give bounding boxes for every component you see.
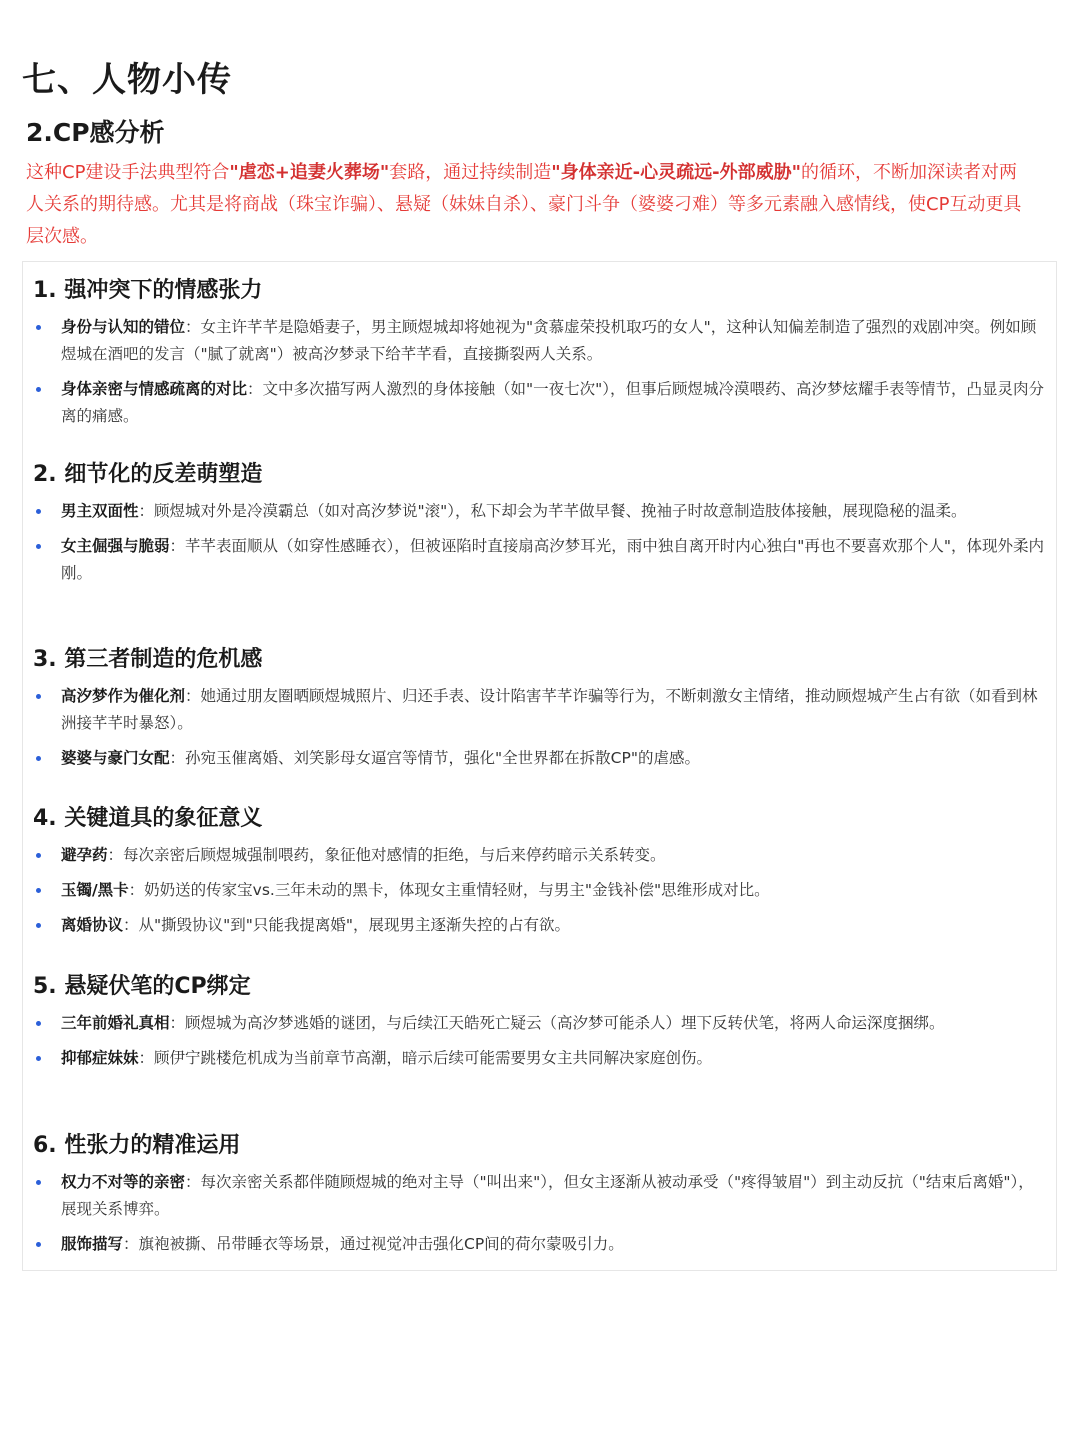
- list-item: [33, 1169, 1048, 1223]
- item-text: ：文中多次描写两人激烈的身体接触（如"一夜七次"），但事后顾煜城冷漠喂药、高汐梦炫耀手表等情节，凸显灵肉分离的痛感。: [61, 380, 1045, 425]
- intro-text-1: 这种CP建设手法典型符合: [26, 162, 230, 183]
- list-item: [33, 314, 1048, 368]
- bullet-list: [33, 314, 1048, 430]
- section-heading: 3. 第三者制造的危机感: [33, 647, 263, 672]
- section-subtitle: 2.CP感分析: [26, 118, 165, 147]
- list-item: [33, 1231, 1048, 1258]
- item-text: ：顾煜城为高汐梦逃婚的谜团，与后续江天皓死亡疑云（高汐梦可能杀人）埋下反转伏笔，将两人命运深度捆绑。: [169, 1014, 945, 1032]
- section-6: [33, 1131, 1048, 1258]
- item-text: ：从"撕毁协议"到"只能我提离婚"，展现男主逐渐失控的占有欲。: [123, 916, 571, 934]
- page-title: 七、人物小传: [22, 60, 232, 100]
- list-item: [33, 1045, 1048, 1072]
- item-text: ：旗袍被撕、吊带睡衣等场景，通过视觉冲击强化CP间的荷尔蒙吸引力。: [123, 1235, 624, 1253]
- item-term: 离婚协议: [61, 916, 124, 934]
- intro-bold-1: "虐恋+追妻火葬场": [229, 162, 390, 183]
- list-item: [33, 498, 1048, 525]
- item-text: ：奶奶送的传家宝vs.三年未动的黑卡，体现女主重情轻财，与男主"金钱补偿"思维形成对比。: [128, 881, 770, 899]
- intro-text-3: 的循环，不断加深读者对两人关系的期待感。尤其是将商战（珠宝诈骗）、悬疑（妹妹自杀）、豪门斗争（婆婆刁难）等多元素融入感情线，使CP互动更具层次感。: [26, 162, 1022, 247]
- item-term: 三年前婚礼真相: [61, 1014, 170, 1032]
- list-item: [33, 745, 1048, 772]
- list-item: [33, 912, 1048, 939]
- item-term: 抑郁症妹妹: [61, 1049, 139, 1067]
- item-text: ：她通过朋友圈晒顾煜城照片、归还手表、设计陷害芊芊诈骗等行为，不断刺激女主情绪，推动顾煜城产生占有欲（如看到林洲接芊芊时暴怒）。: [61, 687, 1038, 732]
- item-term: 婆婆与豪门女配: [61, 749, 170, 767]
- list-item: [33, 376, 1048, 430]
- bullet-list: [33, 683, 1048, 772]
- bullet-list: [33, 498, 1048, 587]
- item-text: ：每次亲密后顾煜城强制喂药，象征他对感情的拒绝，与后来停药暗示关系转变。: [107, 846, 666, 864]
- section-heading: 1. 强冲突下的情感张力: [33, 278, 263, 303]
- item-term: 男主双面性: [61, 502, 139, 520]
- section-4: [33, 804, 1048, 939]
- item-term: 权力不对等的亲密: [61, 1173, 186, 1191]
- section-heading: 2. 细节化的反差萌塑造: [33, 462, 263, 487]
- list-item: [33, 1010, 1048, 1037]
- section-1: [33, 276, 1048, 430]
- item-text: ：每次亲密关系都伴随顾煜城的绝对主导（"叫出来"），但女主逐渐从被动承受（"疼得皱眉"）到主动反抗（"结束后离婚"），展现关系博弈。: [61, 1173, 1034, 1218]
- intro-text-2: 套路，通过持续制造: [389, 162, 552, 183]
- item-term: 玉镯/黑卡: [61, 881, 129, 899]
- intro-paragraph: [26, 157, 1026, 253]
- item-term: 服饰描写: [61, 1235, 124, 1253]
- section-heading: 4. 关键道具的象征意义: [33, 806, 263, 831]
- section-heading: 5. 悬疑伏笔的CP绑定: [33, 974, 251, 999]
- item-text: ：女主许芊芊是隐婚妻子，男主顾煜城却将她视为"贪慕虚荣投机取巧的女人"，这种认知偏差制造了强烈的戏剧冲突。例如顾煜城在酒吧的发言（"腻了就离"）被高汐梦录下给芊芊看，直接撕裂两人关系。: [61, 318, 1037, 363]
- section-heading: 6. 性张力的精准运用: [33, 1133, 241, 1158]
- analysis-card: [22, 261, 1057, 1271]
- bullet-list: [33, 842, 1048, 939]
- item-text: ：孙宛玉催离婚、刘笑影母女逼宫等情节，强化"全世界都在拆散CP"的虐感。: [169, 749, 700, 767]
- item-term: 女主倔强与脆弱: [61, 537, 170, 555]
- item-term: 身体亲密与情感疏离的对比: [61, 380, 248, 398]
- section-2: [33, 460, 1048, 587]
- item-term: 身份与认知的错位: [61, 318, 186, 336]
- item-text: ：芊芊表面顺从（如穿性感睡衣），但被诬陷时直接扇高汐梦耳光，雨中独自离开时内心独白"再也不要喜欢那个人"，体现外柔内刚。: [61, 537, 1045, 582]
- list-item: [33, 877, 1048, 904]
- intro-bold-2: "身体亲近-心灵疏远-外部威胁": [551, 162, 801, 183]
- item-term: 高汐梦作为催化剂: [61, 687, 186, 705]
- list-item: [33, 842, 1048, 869]
- section-3: [33, 645, 1048, 772]
- item-term: 避孕药: [61, 846, 108, 864]
- bullet-list: [33, 1169, 1048, 1258]
- section-5: [33, 972, 1048, 1072]
- bullet-list: [33, 1010, 1048, 1072]
- list-item: [33, 533, 1048, 587]
- list-item: [33, 683, 1048, 737]
- item-text: ：顾煜城对外是冷漠霸总（如对高汐梦说"滚"），私下却会为芊芊做早餐、挽袖子时故意制造肢体接触，展现隐秘的温柔。: [138, 502, 967, 520]
- item-text: ：顾伊宁跳楼危机成为当前章节高潮，暗示后续可能需要男女主共同解决家庭创伤。: [138, 1049, 713, 1067]
